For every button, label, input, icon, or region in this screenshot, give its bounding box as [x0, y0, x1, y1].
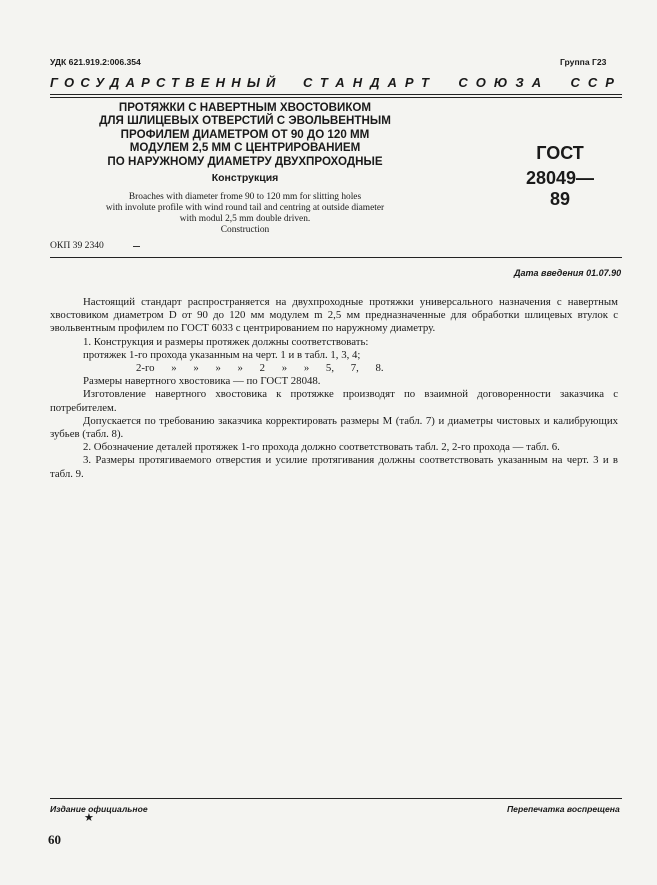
title-line: ПО НАРУЖНОМУ ДИАМЕТРУ ДВУХПРОХОДНЫЕ	[107, 154, 383, 168]
intro-date: Дата введения 01.07.90	[514, 268, 622, 278]
gost-label: ГОСТ	[536, 143, 584, 163]
banner-rule-thin	[50, 97, 622, 98]
body-text	[50, 296, 618, 481]
page-number: 60	[48, 832, 61, 847]
gost-number: 28049—89	[525, 168, 595, 209]
paragraph: 2-го » » » » 2 » » 5, 7, 8.	[136, 362, 384, 375]
title-line: ПРОФИЛЕМ ДИАМЕТРОМ ОТ 90 ДО 120 ММ	[120, 127, 370, 141]
footer-rule	[50, 798, 622, 799]
paragraph: 2. Обозначение деталей протяжек 1-го прохода должно соответствовать табл. 2, 2-го прохода — табл. 6.	[83, 441, 560, 454]
okp-dash	[133, 246, 140, 247]
star-icon: ★	[84, 812, 94, 824]
okp-code: ОКП 39 2340	[50, 240, 104, 251]
title-line: ПРОТЯЖКИ С НАВЕРТНЫМ ХВОСТОВИКОМ	[118, 101, 372, 114]
banner-word: СТАНДАРТ	[302, 75, 437, 90]
standard-banner	[50, 75, 622, 90]
paragraph: протяжек 1-го прохода указанным на черт. 1 и в табл. 1, 3, 4;	[83, 348, 361, 361]
document-title	[70, 101, 420, 168]
title-line: МОДУЛЕМ 2,5 ММ С ЦЕНТРИРОВАНИЕМ	[129, 141, 361, 155]
paragraph: 1. Конструкция и размеры протяжек должны соответствовать:	[83, 335, 369, 348]
english-title	[60, 192, 430, 236]
banner-word: СОЮЗА	[458, 75, 550, 90]
paragraph: Настоящий стандарт распространяется на двухпроходные протяжки универсального назначения с навертным хвостовиком диаметром D от 90 до 120 мм модулем m 2,5 мм предназначенные для обработки шлицевых втулок с эвольвентным профилем по ГОСТ 6033 с центрированием по наружному диаметру.	[50, 296, 618, 335]
udk-code: УДК 621.919.2:006.354	[50, 57, 141, 67]
paragraph: Размеры навертного хвостовика — по ГОСТ 28048.	[83, 375, 321, 388]
official-edition: Издание официальное	[50, 804, 148, 814]
banner-rule-thick	[50, 94, 622, 95]
english-line: with modul 2,5 mm double driven.	[179, 214, 311, 224]
paragraph: 3. Размеры протягиваемого отверстия и усилие протягивания должны соответствовать указанным на черт. 3 и в табл. 9.	[50, 454, 618, 480]
title-block-rule	[50, 257, 622, 258]
english-line: with involute profile with wind round tail and centring at outside diameter	[105, 203, 385, 213]
paragraph: Изготовление навертного хвостовика к протяжке производят по взаимной договоренности заказчика с потребителем.	[50, 388, 618, 414]
banner-word: ССР	[570, 75, 622, 90]
paragraph: Допускается по требованию заказчика корректировать размеры М (табл. 7) и диаметры чистовых и калибрующих зубьев (табл. 8).	[50, 414, 618, 441]
english-line: Broaches with diameter frome 90 to 120 mm for slitting holes	[128, 192, 362, 202]
group-code: Группа Г23	[560, 57, 607, 67]
english-line: Construction	[220, 225, 270, 235]
banner-word: ГОСУДАРСТВЕННЫЙ	[50, 75, 282, 90]
document-subtitle: Конструкция	[211, 172, 279, 184]
title-line: ДЛЯ ШЛИЦЕВЫХ ОТВЕРСТИЙ С ЭВОЛЬВЕНТНЫМ	[99, 114, 391, 128]
reprint-prohibited: Перепечатка воспрещена	[507, 804, 620, 814]
